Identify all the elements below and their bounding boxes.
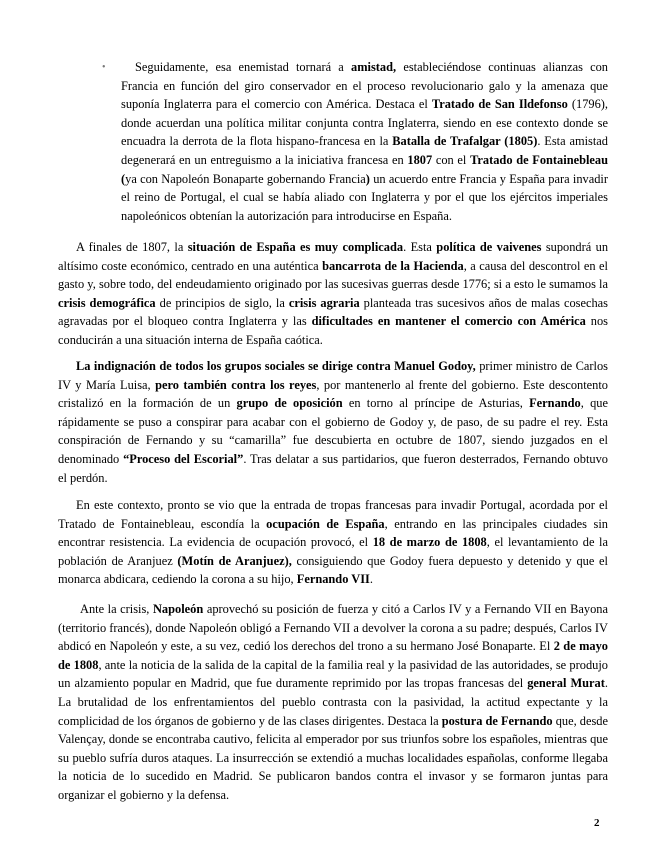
page-number: 2	[594, 817, 600, 829]
text-run: primer ministro de Carlos IV y María Luisa,	[58, 359, 608, 392]
bold-text-run: Tratado de Fontainebleau (	[121, 152, 609, 186]
text-run: supondrá un altísimo coste económico, centrado en una auténtica	[58, 240, 609, 273]
bold-text-run: general Murat	[527, 676, 605, 691]
text-run: que, desde Valençay, donde se encontraba cautivo, felicita al emperador por sus triunfos sobre los españoles, mientras que su pueblo sufría duros ataques. La insurrección se extendió a muchas localidades españolas, conforme llegaba la noticia de lo sucedido en Madrid. Se publicaron bandos contra el invasor y se formaron juntas para organizar el gobierno y la defensa.	[58, 713, 609, 802]
text-run: .	[369, 572, 373, 587]
bold-text-run: (Motín de Aranjuez),	[177, 553, 292, 568]
text-run: , a causa del descontrol en el gasto y, sobre todo, del endeudamiento originado por las sucesivas guerras desde 1776; si a esto le sumamos la	[58, 258, 608, 292]
bold-text-run: 2 de mayo de 1808	[58, 639, 608, 672]
bold-text-run: amistad,	[351, 60, 397, 74]
bold-text-run: dificultades en mantener el comercio con América	[311, 314, 586, 329]
text-run: Seguidamente, esa enemistad tornará a	[135, 60, 352, 74]
bold-text-run: 18 de marzo de 1808	[372, 535, 487, 550]
bullet-list-item	[103, 58, 608, 225]
bold-text-run: “Proceso del Escorial”	[123, 451, 244, 466]
bold-text-run: Batalla de Trafalgar (1805)	[392, 134, 538, 149]
text-run: . Esta amistad degenerará en un entreguismo a la iniciativa francesa en	[121, 134, 609, 167]
text-run: , el levantamiento de la población de Aranjuez	[58, 535, 608, 568]
text-run: . Esta	[403, 240, 437, 254]
text-run: . La brutalidad de los enfrentamientos del pueblo contrasta con la pasividad, la actitud expectante y la complicidad de los órganos de gobierno y de las clases dirigentes. Destaca la	[58, 676, 608, 728]
bullet-paragraph	[121, 58, 608, 225]
bold-text-run: pero también contra los reyes	[155, 377, 317, 392]
text-run: Ante la crisis,	[80, 602, 153, 616]
bold-text-run: Napoleón	[152, 602, 204, 616]
text-run: planteada tras sucesivos años de malas cosechas agravadas por el bloqueo contra Inglaterra y las	[58, 295, 609, 329]
bold-text-run: ocupación de España	[266, 516, 385, 531]
bullet-marker: •	[102, 62, 106, 73]
bold-text-run: Fernando VII	[296, 572, 370, 587]
text-run: un acuerdo entre Francia y España para invadir el reino de Portugal, el cual se había aliado con Inglaterra y por el que los ejércitos imperiales napoleónicos obtenían la autorización para introducirse en España.	[121, 171, 608, 223]
paragraph-crisis-1807	[58, 238, 608, 350]
bold-text-run: situación de España es muy complicada	[187, 240, 404, 254]
text-run: A finales de 1807, la	[76, 240, 188, 254]
text-run: con el	[432, 152, 471, 167]
text-run: de principios de siglo, la	[155, 295, 289, 310]
bold-text-run: 1807	[407, 152, 433, 167]
bold-text-run: grupo de oposición	[236, 396, 343, 411]
paragraph-indignacion-godoy	[58, 357, 608, 487]
bold-text-run: bancarrota de la Hacienda	[322, 258, 464, 273]
text-run: consiguiendo que Godoy fuera depuesto y detenido y que el monarca abdicara, cediendo la corona a su hijo,	[58, 553, 608, 587]
text-run: aprovechó su posición de fuerza y citó a Carlos IV y a Fernando VII en Bayona (territorio francés), donde Napoleón obligó a Fernando VII a devolver la corona a su padre; después, Carlos IV abdicó en Napoleón y este, a su vez, cedió los derechos del trono a su hermano José Bonaparte. El	[58, 602, 608, 654]
text-run: . Tras delatar a sus partidarios, que fueron desterrados, Fernando obtuvo el perdón.	[58, 451, 608, 485]
paragraph-ocupacion-espana	[58, 496, 608, 589]
bold-text-run: Fernando	[529, 396, 581, 411]
bold-text-run: La indignación de todos los grupos sociales se dirige contra Manuel Godoy,	[76, 359, 476, 373]
text-run: , que rápidamente se puso a conspirar para acabar con el gobierno de Godoy y, de paso, de su padre el rey. Esta conspiración de Fernando y su “camarilla” fue descubierta en octubre de 1807, siendo juzgados en el denominado	[58, 396, 608, 466]
text-run: nos conducirán a una situación interna de España caótica.	[58, 314, 609, 347]
bullet-text	[121, 58, 608, 225]
text-run: estableciéndose continuas alianzas con Francia en función del giro conservador en el proceso revolucionario galo y la amenaza que suponía Inglaterra para el comercio con América. Destaca el	[121, 60, 609, 112]
text-run: En este contexto, pronto se vio que la entrada de tropas francesas para invadir Portugal, acordada por el Tratado de Fontainebleau, escondía la	[58, 498, 608, 531]
bold-text-run: crisis demográfica	[58, 295, 156, 310]
text-run: , entrando en las principales ciudades sin encontrar resistencia. La evidencia de ocupación provocó, el	[58, 516, 609, 550]
text-run: , ante la noticia de la salida de la capital de la familia real y la pasividad de las autoridades, se produjo un alzamiento popular en Madrid, que fue duramente reprimido por las tropas francesas del	[58, 657, 608, 691]
bold-text-run: )	[365, 171, 370, 186]
text-run: ya con Napoleón Bonaparte gobernando Francia	[125, 171, 366, 186]
text-run: (1796), donde acuerdan una política militar conjunta contra Inglaterra, siendo en ese contexto donde se encuadra la derrota de la flota hispano-francesa en la	[121, 97, 609, 149]
bold-text-run: postura de Fernando	[441, 713, 553, 728]
text-run: en torno al príncipe de Asturias,	[342, 396, 530, 411]
text-run: , por mantenerlo al frente del gobierno. Este descontento cristalizó en la formación de un	[58, 377, 608, 411]
bold-text-run: crisis agraria	[288, 295, 360, 310]
bold-text-run: Tratado de San Ildefonso	[431, 97, 568, 112]
bold-text-run: política de vaivenes	[436, 240, 542, 254]
paragraph-napoleon-bayona	[58, 600, 608, 805]
